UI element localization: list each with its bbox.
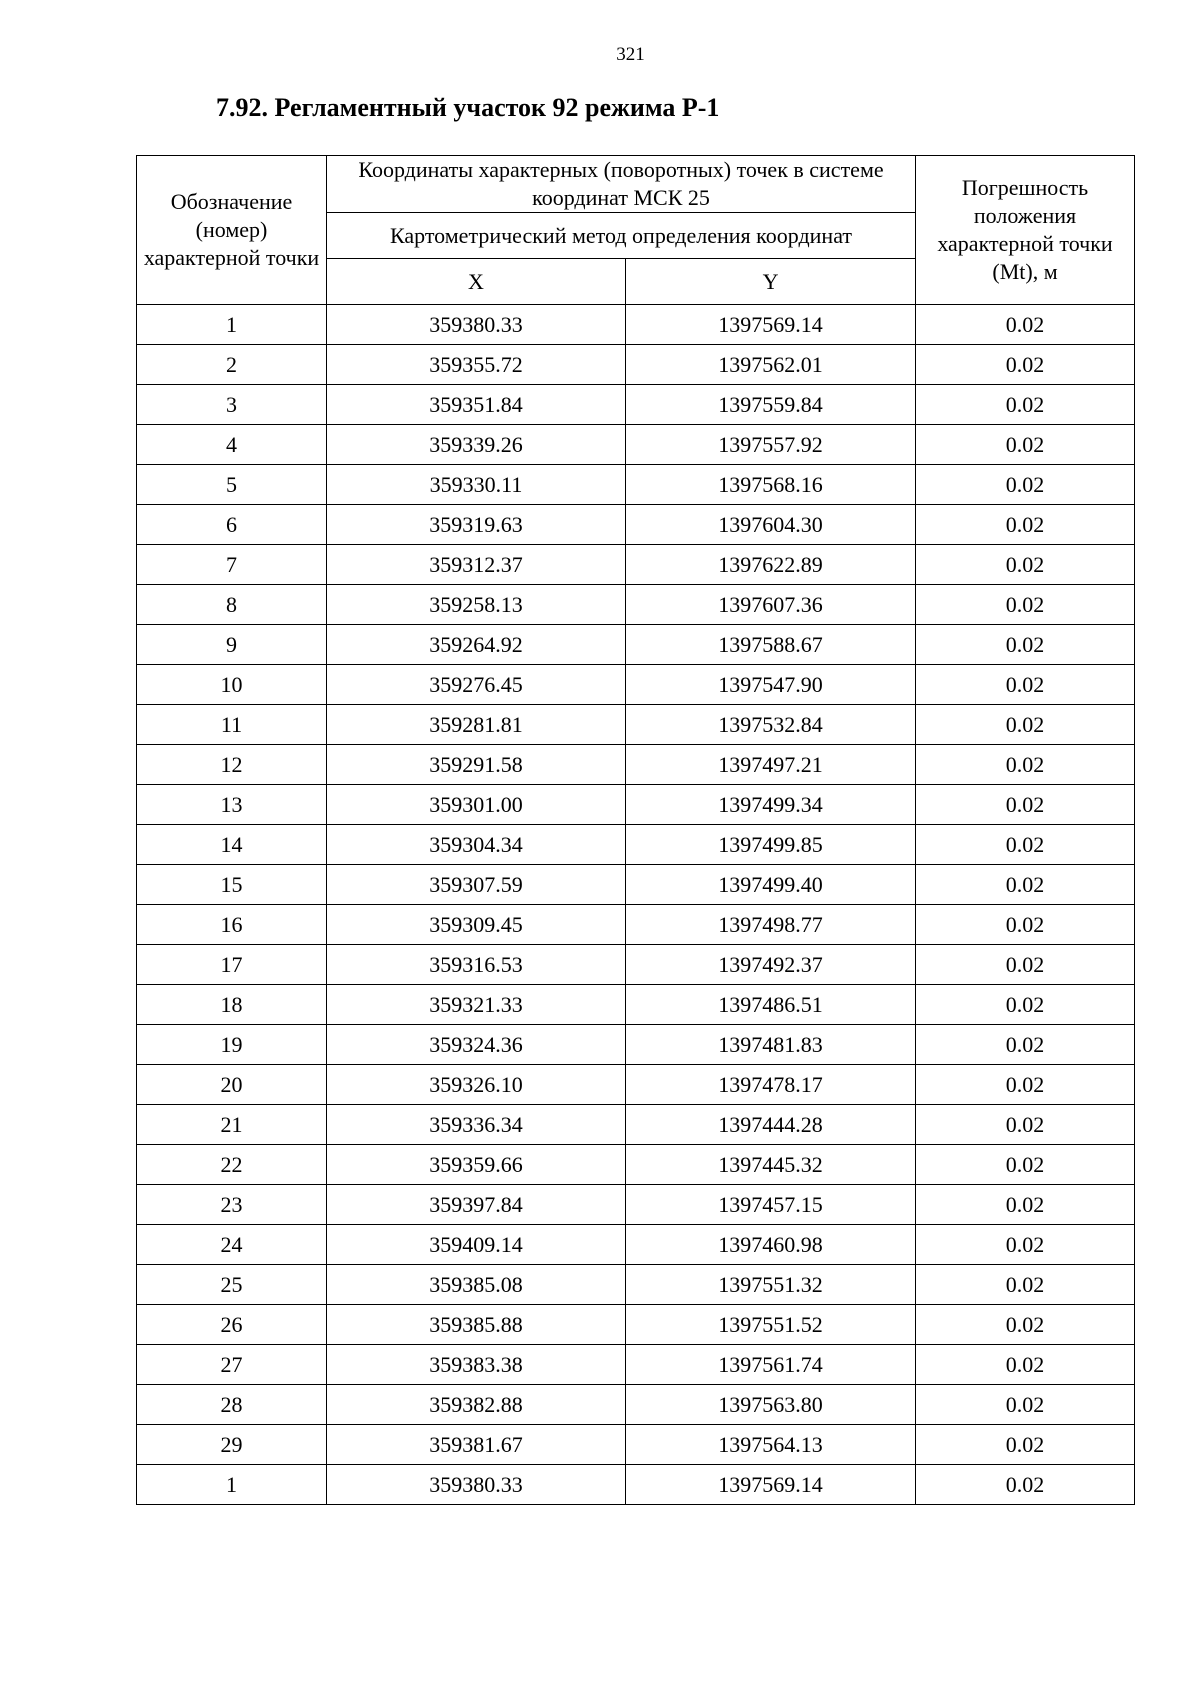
- table-row: [137, 905, 1135, 945]
- cell-point: 2: [137, 345, 327, 385]
- table-row: [137, 385, 1135, 425]
- table-row: [137, 865, 1135, 905]
- table-row: [137, 745, 1135, 785]
- cell-y: 1397607.36: [626, 585, 916, 625]
- cell-mt: 0.02: [916, 905, 1135, 945]
- cell-point: 19: [137, 1025, 327, 1065]
- cell-x: 359383.38: [327, 1345, 626, 1385]
- cell-point: 10: [137, 665, 327, 705]
- cell-x: 359380.33: [327, 1465, 626, 1505]
- cell-mt: 0.02: [916, 1265, 1135, 1305]
- cell-point: 18: [137, 985, 327, 1025]
- cell-x: 359336.34: [327, 1105, 626, 1145]
- table-row: [137, 1185, 1135, 1225]
- cell-y: 1397481.83: [626, 1025, 916, 1065]
- header-coords-label: Координаты характерных (поворотных) точек в системе координат МСК 25: [327, 156, 916, 213]
- cell-point: 13: [137, 785, 327, 825]
- cell-y: 1397557.92: [626, 425, 916, 465]
- cell-point: 5: [137, 465, 327, 505]
- table-row: [137, 985, 1135, 1025]
- cell-x: 359359.66: [327, 1145, 626, 1185]
- cell-point: 3: [137, 385, 327, 425]
- cell-y: 1397445.32: [626, 1145, 916, 1185]
- cell-mt: 0.02: [916, 1025, 1135, 1065]
- cell-x: 359281.81: [327, 705, 626, 745]
- table-row: [137, 425, 1135, 465]
- cell-point: 29: [137, 1425, 327, 1465]
- cell-x: 359385.08: [327, 1265, 626, 1305]
- table-header: [137, 156, 1135, 305]
- cell-x: 359321.33: [327, 985, 626, 1025]
- cell-point: 28: [137, 1385, 327, 1425]
- cell-y: 1397561.74: [626, 1345, 916, 1385]
- cell-y: 1397622.89: [626, 545, 916, 585]
- cell-point: 16: [137, 905, 327, 945]
- cell-point: 4: [137, 425, 327, 465]
- cell-mt: 0.02: [916, 465, 1135, 505]
- cell-mt: 0.02: [916, 945, 1135, 985]
- cell-point: 22: [137, 1145, 327, 1185]
- header-method-label: Картометрический метод определения координат: [327, 213, 916, 259]
- cell-y: 1397559.84: [626, 385, 916, 425]
- table-row: [137, 1025, 1135, 1065]
- cell-point: 11: [137, 705, 327, 745]
- table-row: [137, 625, 1135, 665]
- cell-point: 17: [137, 945, 327, 985]
- table-row: [137, 1145, 1135, 1185]
- cell-x: 359397.84: [327, 1185, 626, 1225]
- cell-x: 359380.33: [327, 305, 626, 345]
- header-error-label: Погрешность положения характерной точки (Mt), м: [916, 156, 1135, 305]
- table-row: [137, 1385, 1135, 1425]
- cell-mt: 0.02: [916, 705, 1135, 745]
- table-row: [137, 585, 1135, 625]
- cell-point: 23: [137, 1185, 327, 1225]
- cell-x: 359382.88: [327, 1385, 626, 1425]
- header-y-label: Y: [626, 259, 916, 305]
- cell-x: 359351.84: [327, 385, 626, 425]
- cell-x: 359385.88: [327, 1305, 626, 1345]
- cell-y: 1397569.14: [626, 305, 916, 345]
- page-number: 321: [616, 44, 645, 65]
- cell-mt: 0.02: [916, 1425, 1135, 1465]
- cell-y: 1397460.98: [626, 1225, 916, 1265]
- cell-y: 1397499.40: [626, 865, 916, 905]
- cell-y: 1397563.80: [626, 1385, 916, 1425]
- cell-point: 21: [137, 1105, 327, 1145]
- table-row: [137, 465, 1135, 505]
- cell-y: 1397588.67: [626, 625, 916, 665]
- cell-mt: 0.02: [916, 1345, 1135, 1385]
- cell-x: 359381.67: [327, 1425, 626, 1465]
- table-row: [137, 665, 1135, 705]
- cell-x: 359330.11: [327, 465, 626, 505]
- cell-y: 1397551.52: [626, 1305, 916, 1345]
- cell-mt: 0.02: [916, 505, 1135, 545]
- table-row: [137, 1225, 1135, 1265]
- header-x-label: X: [327, 259, 626, 305]
- cell-y: 1397444.28: [626, 1105, 916, 1145]
- cell-y: 1397499.85: [626, 825, 916, 865]
- cell-x: 359355.72: [327, 345, 626, 385]
- table-row: [137, 305, 1135, 345]
- cell-x: 359264.92: [327, 625, 626, 665]
- cell-y: 1397457.15: [626, 1185, 916, 1225]
- cell-mt: 0.02: [916, 1225, 1135, 1265]
- cell-x: 359307.59: [327, 865, 626, 905]
- cell-y: 1397569.14: [626, 1465, 916, 1505]
- cell-x: 359291.58: [327, 745, 626, 785]
- table-row: [137, 825, 1135, 865]
- cell-x: 359312.37: [327, 545, 626, 585]
- cell-mt: 0.02: [916, 1105, 1135, 1145]
- table-row: [137, 1345, 1135, 1385]
- table-body: [137, 305, 1135, 1505]
- cell-mt: 0.02: [916, 385, 1135, 425]
- cell-mt: 0.02: [916, 1465, 1135, 1505]
- cell-mt: 0.02: [916, 785, 1135, 825]
- cell-point: 20: [137, 1065, 327, 1105]
- cell-x: 359319.63: [327, 505, 626, 545]
- table-row: [137, 545, 1135, 585]
- cell-point: 15: [137, 865, 327, 905]
- header-point-label: Обозначение (номер) характерной точки: [137, 156, 327, 305]
- table-row: [137, 1465, 1135, 1505]
- table-row: [137, 705, 1135, 745]
- cell-mt: 0.02: [916, 1185, 1135, 1225]
- cell-mt: 0.02: [916, 425, 1135, 465]
- cell-x: 359316.53: [327, 945, 626, 985]
- cell-mt: 0.02: [916, 585, 1135, 625]
- cell-y: 1397486.51: [626, 985, 916, 1025]
- section-title: 7.92. Регламентный участок 92 режима Р-1: [216, 93, 720, 122]
- cell-point: 25: [137, 1265, 327, 1305]
- cell-point: 8: [137, 585, 327, 625]
- table-row: [137, 345, 1135, 385]
- cell-mt: 0.02: [916, 745, 1135, 785]
- cell-point: 24: [137, 1225, 327, 1265]
- cell-y: 1397499.34: [626, 785, 916, 825]
- cell-y: 1397562.01: [626, 345, 916, 385]
- cell-y: 1397497.21: [626, 745, 916, 785]
- cell-y: 1397532.84: [626, 705, 916, 745]
- cell-point: 1: [137, 1465, 327, 1505]
- cell-mt: 0.02: [916, 985, 1135, 1025]
- cell-y: 1397551.32: [626, 1265, 916, 1305]
- cell-y: 1397604.30: [626, 505, 916, 545]
- cell-point: 12: [137, 745, 327, 785]
- cell-mt: 0.02: [916, 1145, 1135, 1185]
- cell-point: 6: [137, 505, 327, 545]
- table-row: [137, 505, 1135, 545]
- cell-mt: 0.02: [916, 345, 1135, 385]
- cell-point: 27: [137, 1345, 327, 1385]
- table-row: [137, 785, 1135, 825]
- cell-mt: 0.02: [916, 1305, 1135, 1345]
- cell-y: 1397478.17: [626, 1065, 916, 1105]
- cell-x: 359301.00: [327, 785, 626, 825]
- cell-mt: 0.02: [916, 545, 1135, 585]
- cell-mt: 0.02: [916, 1065, 1135, 1105]
- cell-y: 1397547.90: [626, 665, 916, 705]
- cell-mt: 0.02: [916, 865, 1135, 905]
- cell-point: 7: [137, 545, 327, 585]
- cell-point: 14: [137, 825, 327, 865]
- cell-point: 26: [137, 1305, 327, 1345]
- cell-mt: 0.02: [916, 625, 1135, 665]
- cell-x: 359309.45: [327, 905, 626, 945]
- table-row: [137, 1065, 1135, 1105]
- table-row: [137, 1305, 1135, 1345]
- cell-x: 359409.14: [327, 1225, 626, 1265]
- table-row: [137, 1105, 1135, 1145]
- cell-x: 359326.10: [327, 1065, 626, 1105]
- cell-y: 1397498.77: [626, 905, 916, 945]
- table-row: [137, 945, 1135, 985]
- table-row: [137, 1265, 1135, 1305]
- cell-x: 359339.26: [327, 425, 626, 465]
- cell-x: 359304.34: [327, 825, 626, 865]
- table-row: [137, 1425, 1135, 1465]
- cell-x: 359324.36: [327, 1025, 626, 1065]
- cell-mt: 0.02: [916, 665, 1135, 705]
- cell-point: 1: [137, 305, 327, 345]
- cell-y: 1397492.37: [626, 945, 916, 985]
- cell-point: 9: [137, 625, 327, 665]
- cell-y: 1397568.16: [626, 465, 916, 505]
- cell-y: 1397564.13: [626, 1425, 916, 1465]
- cell-mt: 0.02: [916, 305, 1135, 345]
- coordinates-table: [136, 155, 1135, 1505]
- cell-x: 359276.45: [327, 665, 626, 705]
- cell-x: 359258.13: [327, 585, 626, 625]
- cell-mt: 0.02: [916, 1385, 1135, 1425]
- cell-mt: 0.02: [916, 825, 1135, 865]
